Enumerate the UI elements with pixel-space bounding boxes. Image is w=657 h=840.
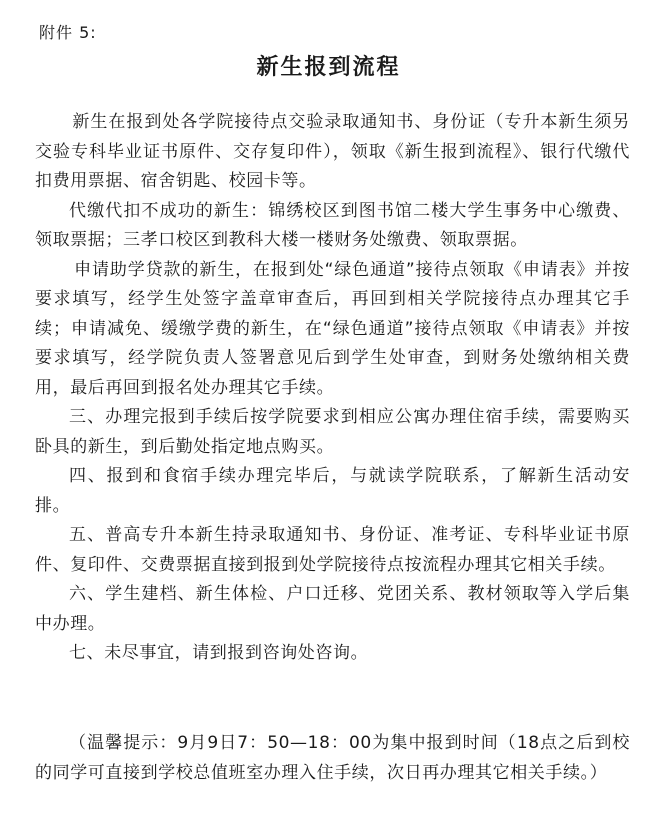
paragraph-step-3: 三、办理完报到手续后按学院要求到相应公寓办理住宿手续，需要购买卧具的新生，到后勤处指定地点购买。: [35, 407, 630, 457]
paragraph-step-7: 七、未尽事宜，请到报到咨询处咨询。: [69, 643, 369, 663]
paragraph-step-6: 六、学生建档、新生体检、户口迁移、党团关系、教材领取等入学后集中办理。: [35, 584, 630, 634]
attachment-label: 附件 5:: [39, 23, 97, 42]
document-body: [35, 108, 630, 669]
reminder-text: （温馨提示：9月9日7：50—18：00为集中报到时间（18点之后到校的同学可直接到学校总值班室办理入住手续，次日再办理其它相关手续。）: [35, 733, 630, 783]
paragraph-step-5: 五、普高专升本新生持录取通知书、身份证、准考证、专科毕业证书原件、复印件、交费票据直接到报到处学院接待点按流程办理其它相关手续。: [35, 525, 630, 575]
paragraph-payment: 代缴代扣不成功的新生：锦绣校区到图书馆二楼大学生事务中心缴费、领取票据；三孝口校区到教科大楼一楼财务处缴费、领取票据。: [35, 200, 630, 250]
reminder-note: [35, 729, 630, 788]
document-title: 新生报到流程: [256, 54, 401, 80]
paragraph-step-4: 四、报到和食宿手续办理完毕后，与就读学院联系，了解新生活动安排。: [35, 466, 630, 516]
paragraph-loan: 申请助学贷款的新生，在报到处“绿色通道”接待点领取《申请表》并按要求填写，经学生处签字盖章审查后，再回到相关学院接待点办理其它手续；申请减免、缓缴学费的新生，在“绿色通道”接待点领取《申请表》并按要求填写，经学院负责人签署意见后到学生处审查，到财务处缴纳相关费用，最后再回到报名处办理其它手续。: [35, 259, 630, 398]
paragraph-check-in: 新生在报到处各学院接待点交验录取通知书、身份证（专升本新生须另交验专科毕业证书原件、交存复印件），领取《新生报到流程》、银行代缴代扣费用票据、宿舍钥匙、校园卡等。: [35, 112, 630, 191]
